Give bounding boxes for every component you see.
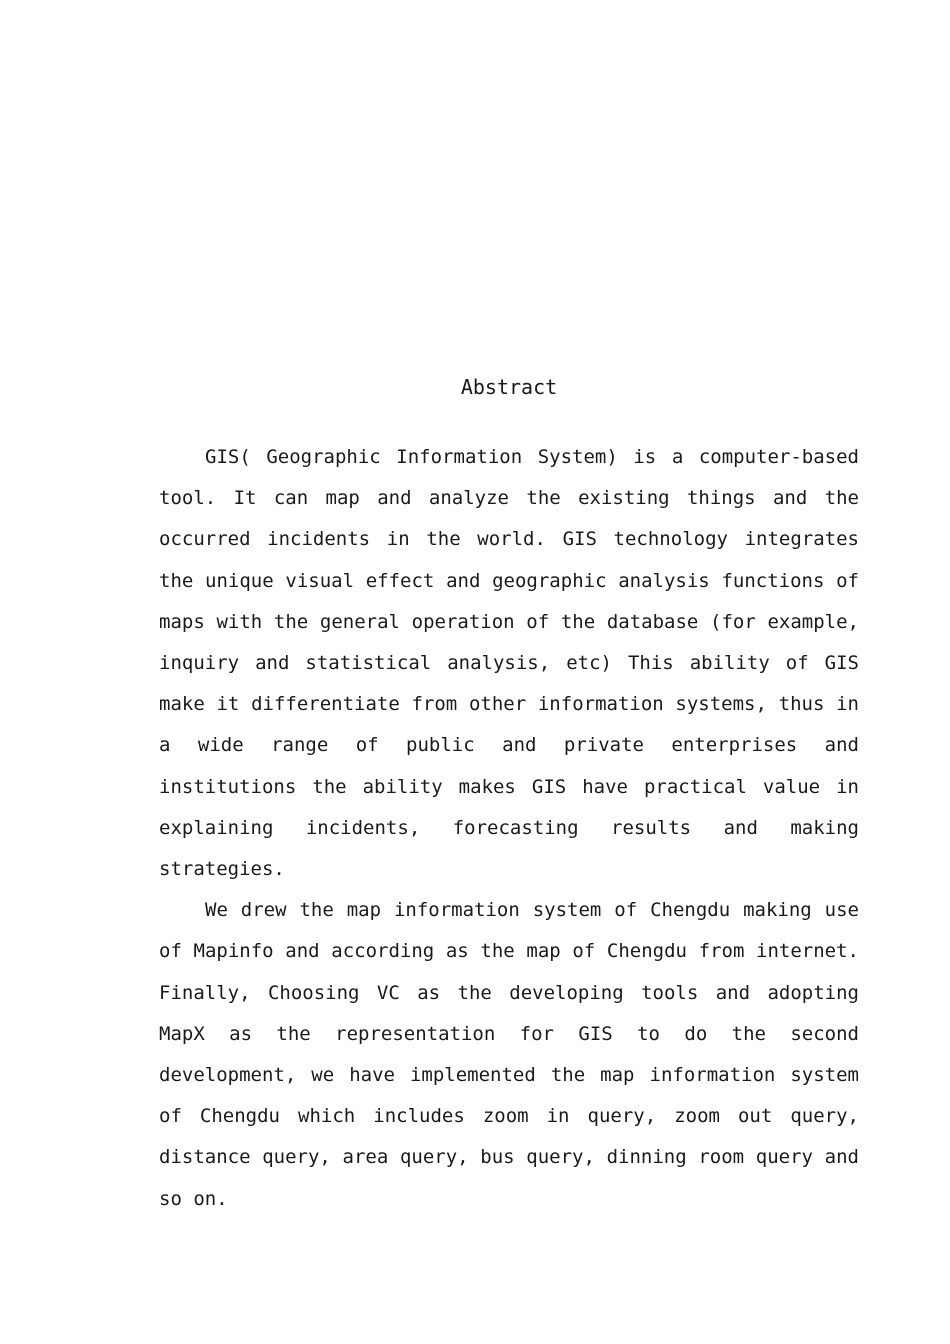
abstract-body: [159, 437, 859, 1220]
abstract-title: Abstract: [460, 375, 558, 399]
abstract-paragraph-2: We drew the map information system of Chengdu making use of Mapinfo and according as the map of Chengdu from internet. Finally, Choosing VC as the developing tools and adopting MapX as the representation for GIS to do the second development, we have implemented the map information system of Chengdu which includes zoom in query, zoom out query, distance query, area query, bus query, dinning room query and so on.: [159, 899, 859, 1210]
abstract-paragraph-1: GIS( Geographic Information System) is a computer-based tool. It can map and analyze the existing things and the occurred incidents in the world. GIS technology integrates the unique visual effect and geographic analysis functions of maps with the general operation of the database (for example, inquiry and statistical analysis, etc) This ability of GIS make it differentiate from other information systems, thus in a wide range of public and private enterprises and institutions the ability makes GIS have practical value in explaining incidents, forecasting results and making strategies.: [159, 446, 859, 881]
